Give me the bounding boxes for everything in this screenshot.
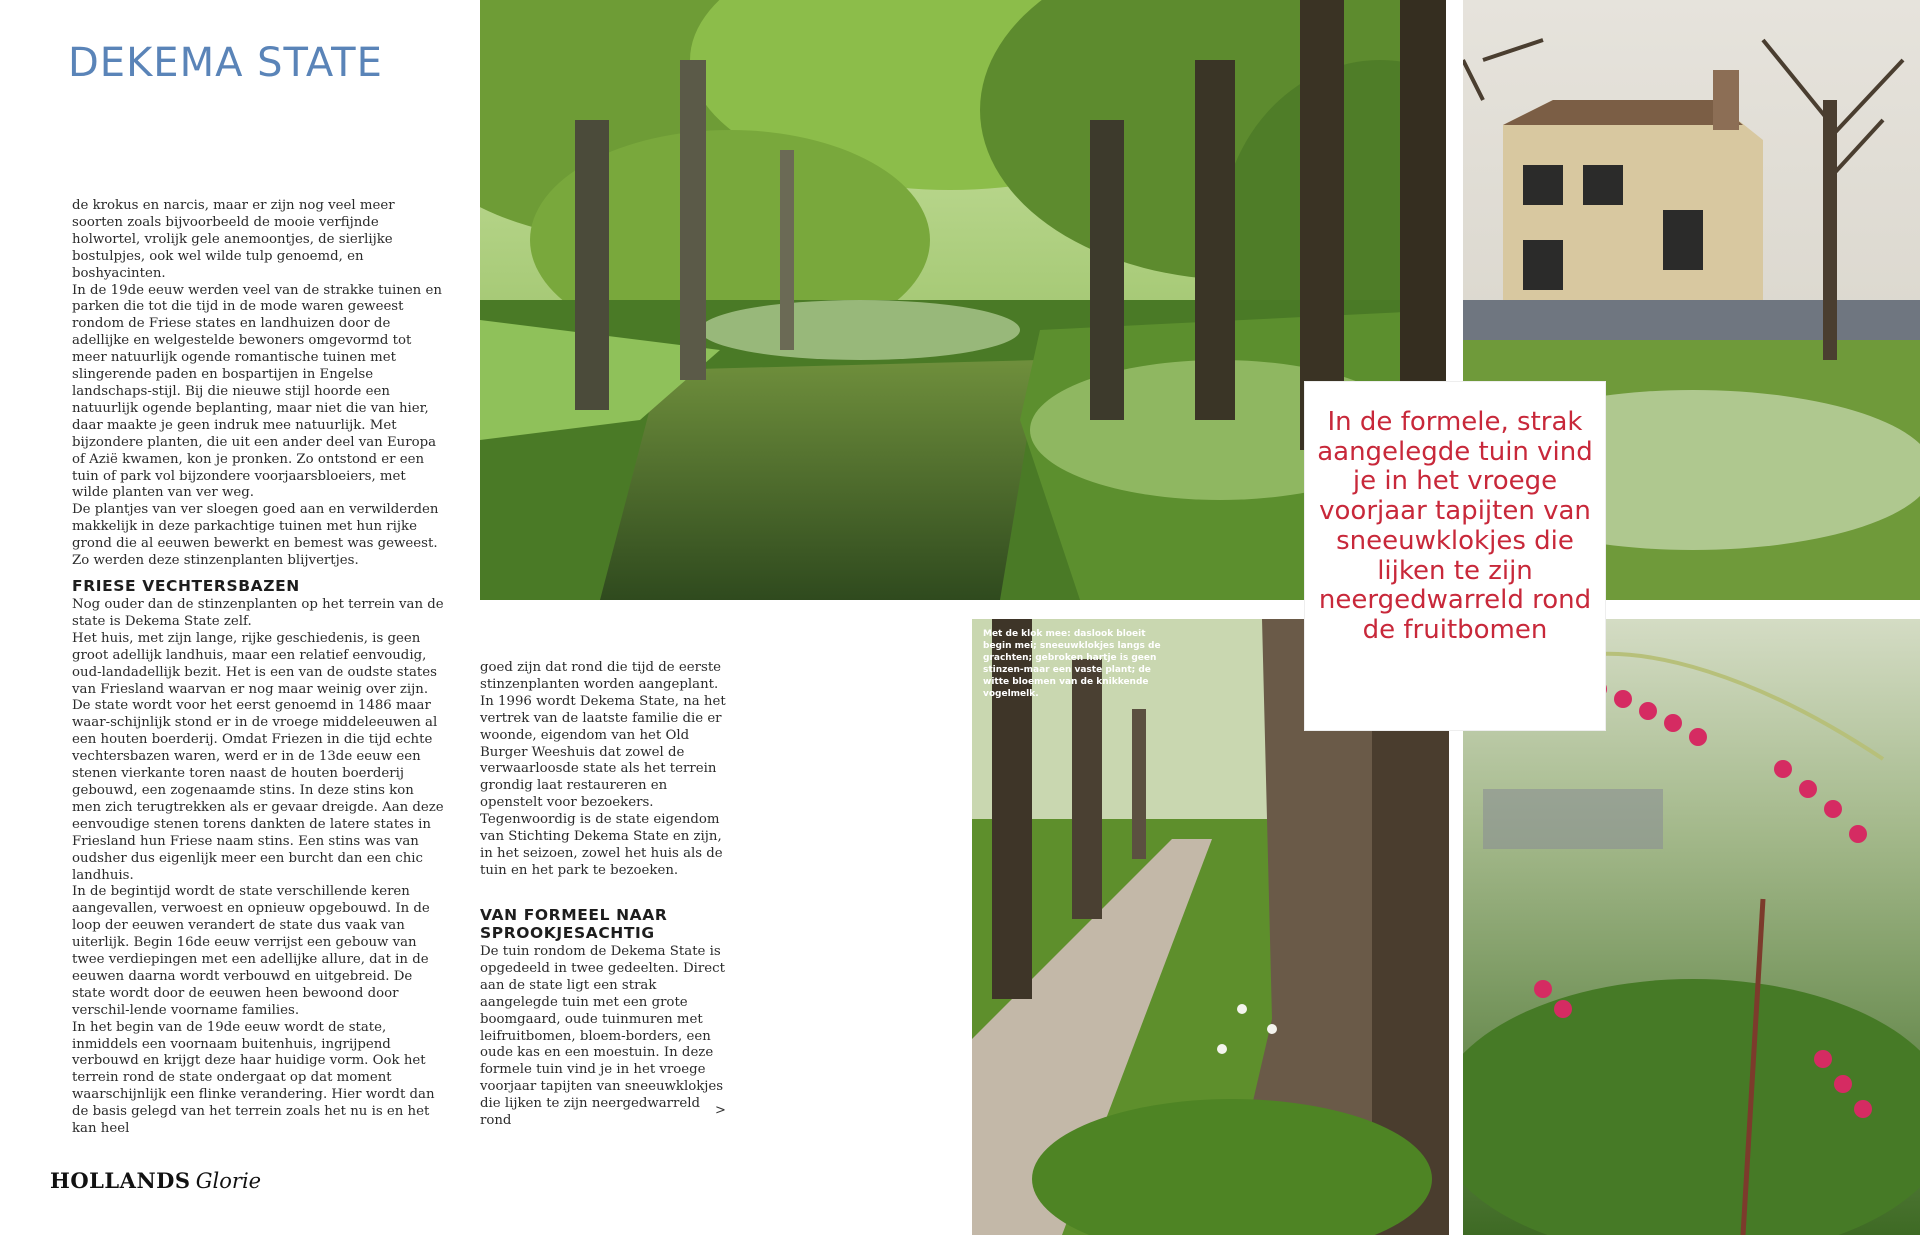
column-2-part-1: [480, 660, 730, 880]
article-title: DEKEMA STATE: [68, 40, 383, 86]
column-1-part-2: [72, 597, 444, 1138]
photo-caption: Met de klok mee: daslook bloeit begin mei; sneeuwklokjes langs de grachten; gebroken hartje is geen stinzen-maar een vaste plant; de witte bloemen van de knikkende vogelmelk.: [983, 629, 1161, 699]
section-heading: FRIESE VECHTERSBAZEN: [72, 577, 300, 595]
magazine-logo: [50, 1168, 261, 1194]
paragraph: In het begin van de 19de eeuw wordt de state, inmiddels een voornaam buitenhuis, ingrijpend verbouwd en krijgt deze haar huidige vorm. Ook het terrein rond de state ondergaat op dat moment waarschijnlijk een flinke verandering. Hier wordt dan de basis gelegd van het terrein zoals het nu is en het kan heel: [72, 1019, 435, 1137]
paragraph: Nog ouder dan de stinzenplanten op het terrein van de state is Dekema State zelf.: [72, 597, 444, 629]
continue-arrow: >: [715, 1103, 726, 1118]
logo-brand-italic: Glorie: [195, 1169, 262, 1193]
paragraph: de krokus en narcis, maar er zijn nog veel meer soorten zoals bijvoorbeeld de mooie verfijnde holwortel, vrolijk gele anemoontjes, de sierlijke bostulpjes, ook wel wilde tulp genoemd, en boshyacinten.: [72, 198, 395, 281]
paragraph: goed zijn dat rond die tijd de eerste stinzenplanten worden aangeplant.: [480, 660, 722, 692]
paragraph: In 1996 wordt Dekema State, na het vertrek van de laatste familie die er woonde, eigendom van het Old Burger Weeshuis dat zowel de verwaarloosde state als het terrein grondig laat restaureren en openstelt voor bezoekers. Tegenwoordig is de state eigendom van Stichting Dekema State en zijn, in het seizoen, zowel het huis als de tuin en het park te bezoeken.: [480, 693, 726, 878]
section-heading: VAN FORMEEL NAAR SPROOKJESACHTIG: [480, 906, 668, 942]
column-2-part-2: [480, 944, 730, 1130]
paragraph: De state wordt voor het eerst genoemd in 1486 maar waar-schijnlijk stond er in de vroege middeleeuwen al een houten boerderij. Omdat Friezen in die tijd echte vechtersbazen waren, werd er in de 13de eeuw een stenen vierkante toren naast de houten boerderij gebouwd, een zogenaamde stins. In deze stins kon men zich terugtrekken als er gevaar dreigde. Aan deze eenvoudige stenen torens dankten de latere states in Friesland hun Friese naam stins. Een stins was van oudsher dus eigenlijk meer een burcht dan een chic landhuis.: [72, 698, 444, 883]
paragraph: De tuin rondom de Dekema State is opgedeeld in twee gedeelten. Direct aan de state ligt een strak aangelegde tuin met een grote boomgaard, oude tuinmuren met leifruitbomen, bloem-borders, een oude kas en een moestuin. In deze formele tuin vind je in het vroege voorjaar tapijten van sneeuwklokjes die lijken te zijn neergedwarreld rond: [480, 944, 725, 1129]
photo-canal-trees: [480, 0, 1446, 600]
column-1-part-1: [72, 198, 444, 570]
paragraph: De plantjes van ver sloegen goed aan en verwilderden makkelijk in deze parkachtige tuinen met hun rijke grond die al eeuwen bewerkt en bemest was geweest. Zo werden deze stinzenplanten blijvertjes.: [72, 502, 439, 569]
paragraph: Het huis, met zijn lange, rijke geschiedenis, is geen groot adellijk landhuis, maar een relatief eenvoudig, oud-landadellijk bezit. Het is een van de oudste states van Friesland waarvan er nog maar weinig over zijn.: [72, 630, 437, 697]
paragraph: In de begintijd wordt de state verschillende keren aangevallen, verwoest en opnieuw opgebouwd. In de loop der eeuwen verandert de state dus vaak van uiterlijk. Begin 16de eeuw verrijst een gebouw van twee verdiepingen met een adellijke allure, dat in de eeuwen daarna wordt verbouwd en uitgebreid. De state wordt door de eeuwen heen bewoond door verschil-lende voorname families.: [72, 884, 430, 1018]
logo-brand-bold: HOLLANDS: [50, 1168, 191, 1193]
pullquote: In de formele, strak aangelegde tuin vind je in het vroege voorjaar tapijten van sneeuwklokjes die lijken te zijn neergedwarreld rond de fruitbomen: [1317, 407, 1593, 645]
paragraph: In de 19de eeuw werden veel van de strakke tuinen en parken die tot die tijd in de mode waren geweest rondom de Friese states en landhuizen door de adellijke en welgestelde bewoners omgevormd tot meer natuurlijk ogende romantische tuinen met slingerende paden en bospartijen in Engelse landschaps-stijl. Bij die nieuwe stijl hoorde een natuurlijk ogende beplanting, maar niet die van hier, daar maakte je geen indruk mee natuurlijk. Met bijzondere planten, die uit een ander deel van Europa of Azië kwamen, kon je pronken. Zo ontstond er een tuin of park vol bijzondere voorjaarsbloeiers, met wilde planten van ver weg.: [72, 282, 442, 501]
